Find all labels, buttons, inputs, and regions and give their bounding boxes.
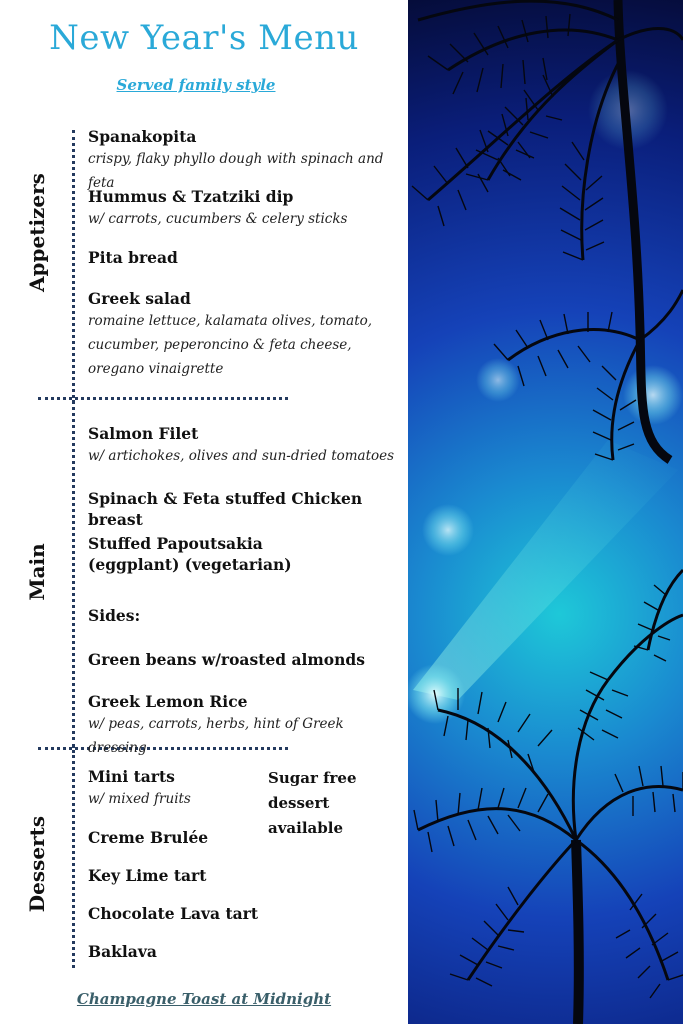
section-label-appetizers: Appetizers [25,173,49,292]
menu-item-green-beans [88,649,398,670]
menu-item-salmon [88,423,398,468]
item-name: Chocolate Lava tart [88,904,258,923]
menu-item-lemon-rice [88,691,398,760]
palm-silhouette-art [408,0,683,1024]
menu-item-baklava [88,941,398,962]
main-divider-vertical [72,400,75,748]
appetizers-divider-vertical [72,130,75,398]
appetizers-main-divider [38,397,288,400]
item-description: romaine lettuce, kalamata olives, tomato, cucumber, peperoncino & feta cheese, oregano vinaigrette [88,313,373,377]
item-name: Spinach & Feta stuffed Chicken breast [88,489,363,529]
item-name: Key Lime tart [88,866,207,885]
item-name: Greek Lemon Rice [88,692,248,711]
menu-item-spanakopita [88,126,398,195]
footer-champagne-toast: Champagne Toast at Midnight [76,990,332,1008]
sugar-free-note: Sugar free dessert available [268,769,357,837]
menu-item-key-lime [88,865,398,886]
item-description: w/ mixed fruits [88,791,191,807]
menu-subtitle: Served family style [116,76,276,94]
menu-item-sides-heading [88,605,398,626]
menu-item-papoutsakia [88,533,328,575]
item-name: Green beans w/roasted almonds [88,650,365,669]
item-name: Stuffed Papoutsakia (eggplant) (vegetarian) [88,534,292,574]
item-description: w/ carrots, cucumbers & celery sticks [88,211,348,227]
menu-item-pita [88,247,398,268]
menu-title: New Year's Menu [49,18,359,58]
item-name: Sides: [88,606,141,625]
menu-item-greek-salad [88,288,388,381]
item-name: Creme Brulée [88,828,209,847]
desserts-divider-vertical [72,750,75,968]
item-description: crispy, flaky phyllo dough with spinach and feta [88,151,384,191]
item-name: Baklava [88,942,157,961]
menu-item-mini-tarts [88,766,258,811]
item-name: Salmon Filet [88,424,199,443]
item-name: Mini tarts [88,767,175,786]
item-name: Greek salad [88,289,191,308]
menu-item-hummus [88,186,398,231]
section-label-main: Main [25,543,49,601]
palm-tree-background-image [408,0,683,1024]
menu-item-lava-tart [88,903,398,924]
item-name: Pita bread [88,248,178,267]
item-description: w/ peas, carrots, herbs, hint of Greek dressing [88,716,344,756]
item-name: Spanakopita [88,127,197,146]
item-name: Hummus & Tzatziki dip [88,187,294,206]
item-description: w/ artichokes, olives and sun-dried tomatoes [88,448,395,464]
menu-item-chicken [88,488,398,530]
section-label-desserts: Desserts [25,815,49,913]
